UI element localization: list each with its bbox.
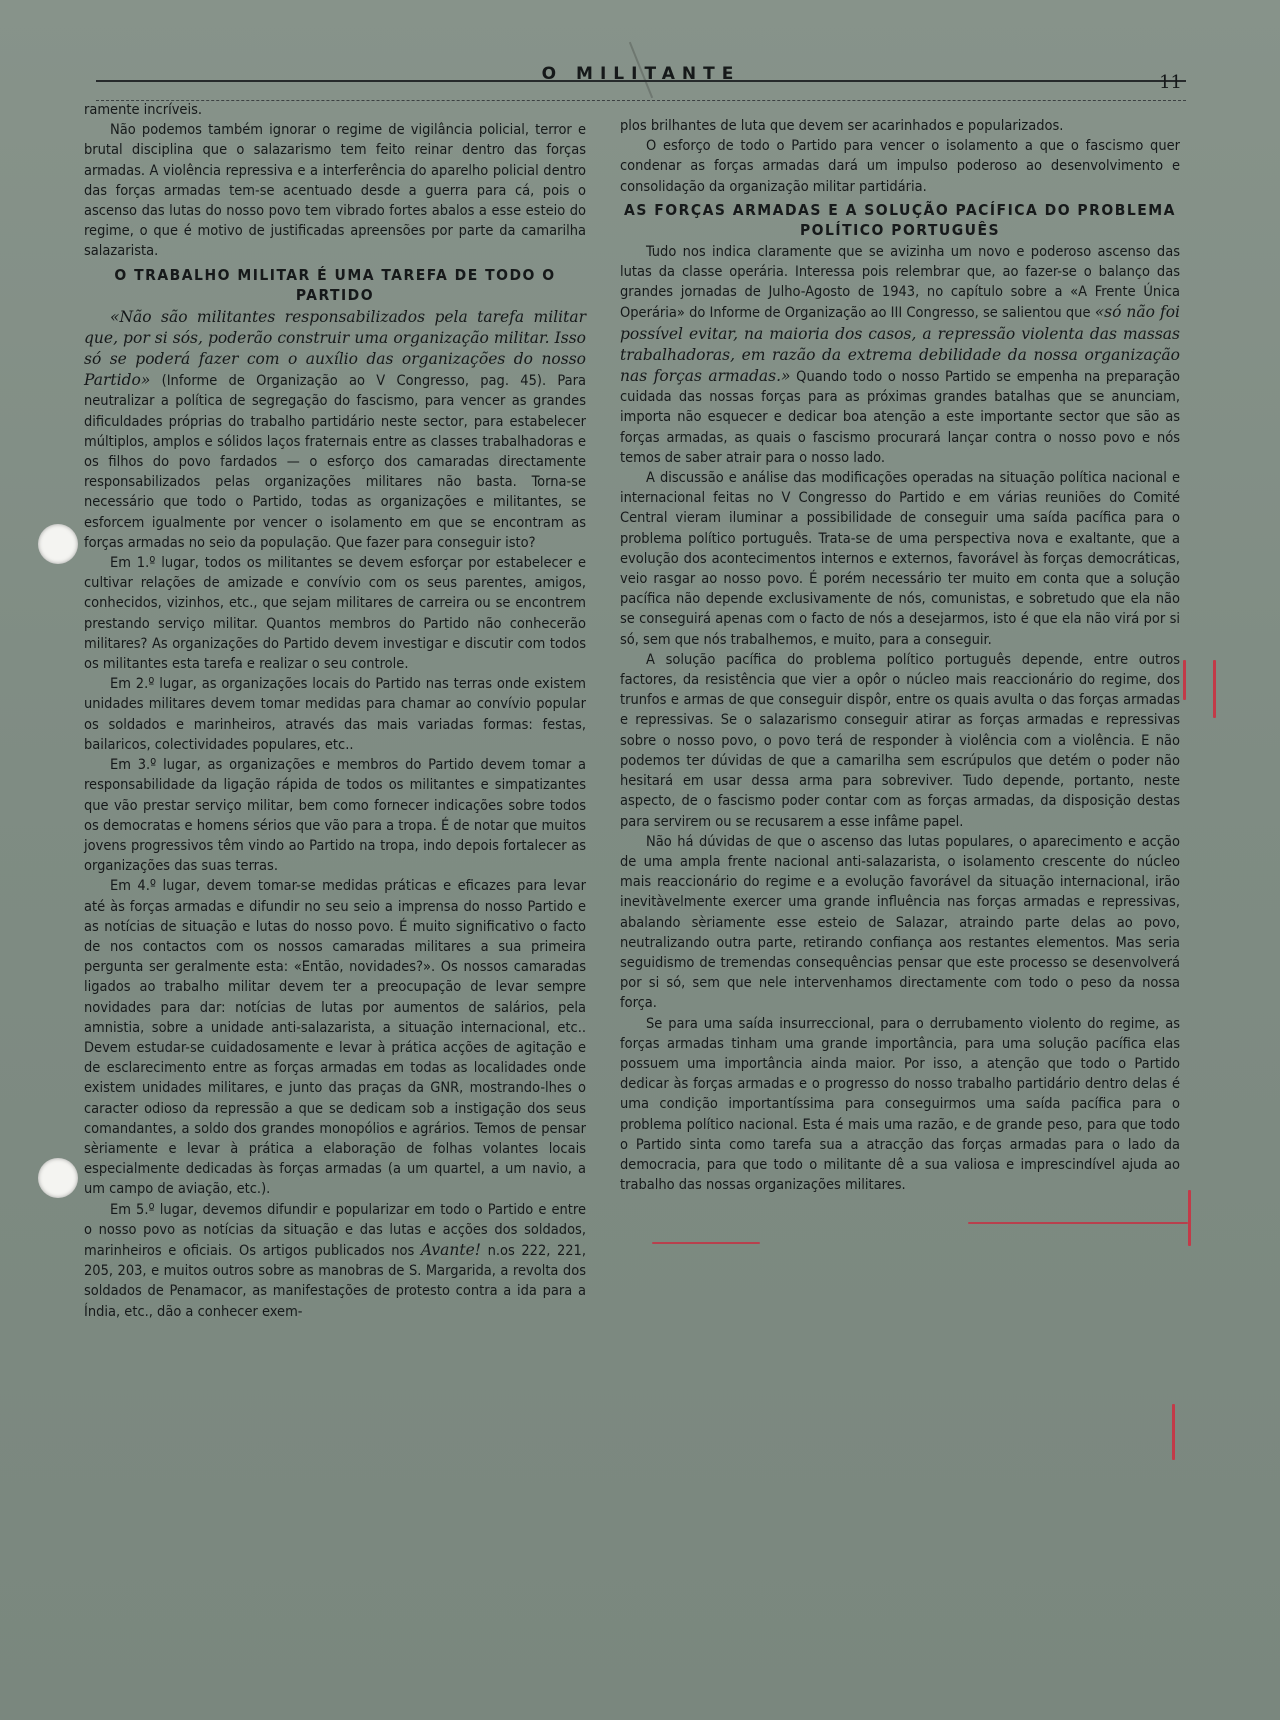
intro-text: Tudo nos indica claramente que se avizinha um novo e poderoso ascenso das lutas da classe operária. Interessa pois relembrar que, ao fazer-se o balanço das grandes jornadas de Julho-Agosto de 1943, no capítulo sobre a «A Frente Única Operária» do Informe de Organização ao III Congresso, se salientou que bbox=[620, 243, 1180, 322]
binder-hole-top bbox=[38, 524, 78, 564]
left-paragraphs-2 bbox=[84, 553, 586, 1200]
paragraph: Não há dúvidas de que o ascenso das lutas populares, o aparecimento e acção de uma ampla frente nacional anti-salazarista, o isolamento crescente do núcleo mais reaccionário do regime e a evolução favorável da situação internacional, irão inevitàvelmente exercer uma grande influência nas forças armadas e repressivas, abalando sèriamente esse esteio de Salazar, atraindo parte delas ao povo, neutralizando outra parte, retirando confiança aos restantes elementos. Mas seria seguidismo de tremendas consequências pensar que este processo se desenvolverá por si só, sem que nele intervenhamos directamente com todo o peso da nossa força. bbox=[620, 833, 1180, 1012]
quote-paragraph bbox=[84, 307, 586, 553]
section-heading-military-work: O TRABALHO MILITAR É UMA TAREFA DE TODO O PARTIDO bbox=[114, 265, 556, 304]
page-number: 11 bbox=[1159, 72, 1182, 93]
congress-quote: «Não são militantes responsabilizados pela tarefa militar que, por si sós, poderão construir uma organização militar. Isso só se poderá fazer com o auxílio das organizações do nosso Partido» bbox=[84, 307, 586, 390]
intro-outro: Quando todo o nosso Partido se empenha na preparação cuidada das nossas forças para as próximas grandes batalhas que se anunciam, importa não esquecer e dedicar boa atenção a este importante sector que são as forças armadas, as quais o fascismo procurará lançar contra o nosso povo e nós temos de saber atrair para o nosso lado. bbox=[620, 369, 1180, 466]
binder-hole-bottom bbox=[38, 1158, 78, 1198]
paragraph: Não podemos também ignorar o regime de vigilância policial, terror e brutal disciplina que o salazarismo tem feito reinar dentro das forças armadas. A violência repressiva e a interferência do aparelho policial dentro das forças armadas tem-se acentuado desde a guerra para cá, pois o ascenso das lutas do nosso povo tem vibrado fortes abalos a esse esteio do regime, o que é motivo de justificadas apreensões por parte da camarilha salazarista. bbox=[84, 122, 586, 260]
section-heading-peaceful-solution: AS FORÇAS ARMADAS E A SOLUÇÃO PACÍFICA DO PROBLEMA POLÍTICO PORTUGUÊS bbox=[624, 200, 1176, 239]
quote-reference: (Informe de Organização ao V Congresso, pag. 45). Para neutralizar a política de segregação do fascismo, para vencer as grandes dificuldades próprias do trabalho partidário neste sector, para estabelecer múltiplos, amplos e sólidos laços fraternais entre as classes trabalhadoras e os filhos do povo fardados — o esforço dos camaradas directamente responsabilizados pelas organizações militares não basta. Torna-se necessário que todo o Partido, todas as organizações e militantes, se esforcem igualmente por vencer o isolamento em que se encontram as forças armadas no seio da população. Que fazer para conseguir isto? bbox=[84, 373, 586, 551]
paragraph: ramente incríveis. bbox=[84, 102, 203, 118]
paragraph-fifth-point bbox=[84, 1200, 586, 1322]
paragraph: Se para uma saída insurreccional, para o derrubamento violento do regime, as forças armadas tinham uma grande importância, para uma solução pacífica elas possuem uma importância ainda maior. Por isso, a atenção que todo o Partido dedicar às forças armadas e o progresso do nosso trabalho partidário dentro delas é uma condição importantíssima para conseguirmos uma saída pacífica para o problema político nacional. Esta é mais uma razão, e de grande peso, para que todo o Partido sinta como tarefa sua a atracção das forças armadas para o lado da democracia, para que todo o militante dê a sua valiosa e imprescindível ajuda ao trabalho das nossas organizações militares. bbox=[620, 1015, 1180, 1194]
right-paragraphs-1 bbox=[620, 116, 1180, 197]
red-underline-2 bbox=[652, 1242, 760, 1244]
paragraph: plos brilhantes de luta que devem ser acarinhados e popularizados. bbox=[620, 118, 1064, 134]
paragraph: O esforço de todo o Partido para vencer o isolamento a que o fascismo quer condenar as forças armadas dará um impulso poderoso ao desenvolvimento e consolidação da organização militar partidária. bbox=[620, 138, 1180, 195]
paragraph: Em 3.º lugar, as organizações e membros do Partido devem tomar a responsabilidade da ligação rápida de todos os militantes e simpatizantes que vão prestar serviço militar, bem como fornecer indicações sobre todos os democratas e homens sérios que vão para a tropa. É de notar que muitos jovens progressivos têm vindo ao Partido na tropa, indo depois fortalecer as organizações das suas terras. bbox=[84, 757, 586, 875]
red-margin-mark-3 bbox=[1188, 1190, 1191, 1246]
paragraph: Em 4.º lugar, devem tomar-se medidas práticas e eficazes para levar até às forças armadas e difundir no seu seio a imprensa do nosso Partido e as notícias de situação e lutas do nosso povo. É muito significativo o facto de nos contactos com os nossos camaradas militares a sua primeira pergunta ser geralmente esta: «Então, novidades?». Os nossos camaradas ligados ao trabalho militar devem ter a preocupação de levar sempre novidades para dar: notícias de lutas por aumentos de salários, pela amnistia, sobre a unidade anti-salazarista, a situação internacional, etc.. Devem estudar-se cuidadosamente e levar à prática acções de agitação e de esclarecimento entre as forças armadas em todas as localidades onde existem unidades militares, e junto das praças da GNR, mostrando-lhes o caracter odioso da repressão a que se dedicam sob a instigação dos seus comandantes, a soldo dos grandes monopólios e agrários. Temos de pensar sèriamente e levar à prática a elaboração de folhas volantes locais especialmente dedicadas às forças armadas (a um quartel, a um navio, a um campo de aviação, etc.). bbox=[84, 878, 586, 1198]
red-margin-mark-1 bbox=[1183, 660, 1186, 700]
masthead-title: O MILITANTE bbox=[541, 64, 741, 84]
paragraph: Em 2.º lugar, as organizações locais do Partido nas terras onde existem unidades militares devem tomar medidas para chamar ao convívio popular os soldados e marinheiros, através das mais variadas formas: festas, bailaricos, colectividades populares, etc.. bbox=[84, 676, 586, 753]
right-column bbox=[620, 116, 1180, 1195]
avante-title: Avante! bbox=[420, 1240, 482, 1259]
paragraph-intro bbox=[620, 242, 1180, 468]
red-margin-mark-4 bbox=[1172, 1404, 1175, 1460]
left-paragraphs-1 bbox=[84, 100, 586, 262]
paragraph: A solução pacífica do problema político português depende, entre outros factores, da resistência que vier a opôr o núcleo mais reaccionário do regime, dos trunfos e armas de que conseguir dispôr, entre os quais avulta o das forças armadas e repressivas. Se o salazarismo conseguir atirar as forças armadas e repressivas sobre o nosso povo, o povo terá de responder à violência com a violência. E não podemos ter dúvidas de que a camarilha sem escrúpulos que detém o poder não hesitará em usar dessa arma para sobreviver. Tudo depende, portanto, neste aspecto, de o fascismo poder contar com as forças armadas, da disposição destas para servirem ou se recusarem a esse infâme papel. bbox=[620, 651, 1180, 830]
fifth-point-text-b: n.os 222, 221, 205, 203, e muitos outros sobre as manobras de S. Margarida, a revolta dos soldados de Penamacor, as manifestações de protesto contra a ida para a Índia, etc., dão a conhecer exem- bbox=[84, 1242, 586, 1320]
right-paragraphs-2 bbox=[620, 468, 1180, 1195]
paragraph: A discussão e análise das modificações operadas na situação política nacional e internacional feitas no V Congresso do Partido e em várias reuniões do Comité Central vieram iluminar a possibilidade de conseguir uma saída pacífica para o problema político português. Trata-se de uma perspectiva nova e exaltante, que a evolução dos acontecimentos internos e externos, favorável às forças democráticas, veio rasgar ao nosso povo. É porém necessário ter muito em conta que a solução pacífica não depende exclusivamente de nós, comunistas, e sobretudo que ela não se conseguirá apenas com o facto de nós a desejarmos, isto é que ela não virá por si só, sem que nós trabalhemos, e muito, para a conseguir. bbox=[620, 470, 1180, 648]
paragraph: Em 1.º lugar, todos os militantes se devem esforçar por estabelecer e cultivar relações de amizade e convívio com os seus parentes, amigos, conhecidos, vizinhos, etc., que sejam militares de carreira ou se encontrem prestando serviço militar. Quantos membros do Partido não conhecerão militares? As organizações do Partido devem investigar e discutir com todos os militantes esta tarefa e realizar o seu controle. bbox=[84, 555, 586, 673]
left-column bbox=[84, 100, 586, 1322]
intro-quote: «só não foi possível evitar, na maioria dos casos, a repressão violenta das massas trabalhadoras, em razão da extrema debilidade da nossa organização nas forças armadas.» bbox=[620, 303, 1180, 386]
red-margin-mark-2 bbox=[1213, 660, 1216, 718]
fifth-point-text-a: Em 5.º lugar, devemos difundir e popularizar em todo o Partido e entre o nosso povo as notícias da situação e das lutas e acções dos soldados, marinheiros e oficiais. Os artigos publicados nos bbox=[84, 1201, 586, 1259]
red-underline-1 bbox=[968, 1222, 1188, 1224]
